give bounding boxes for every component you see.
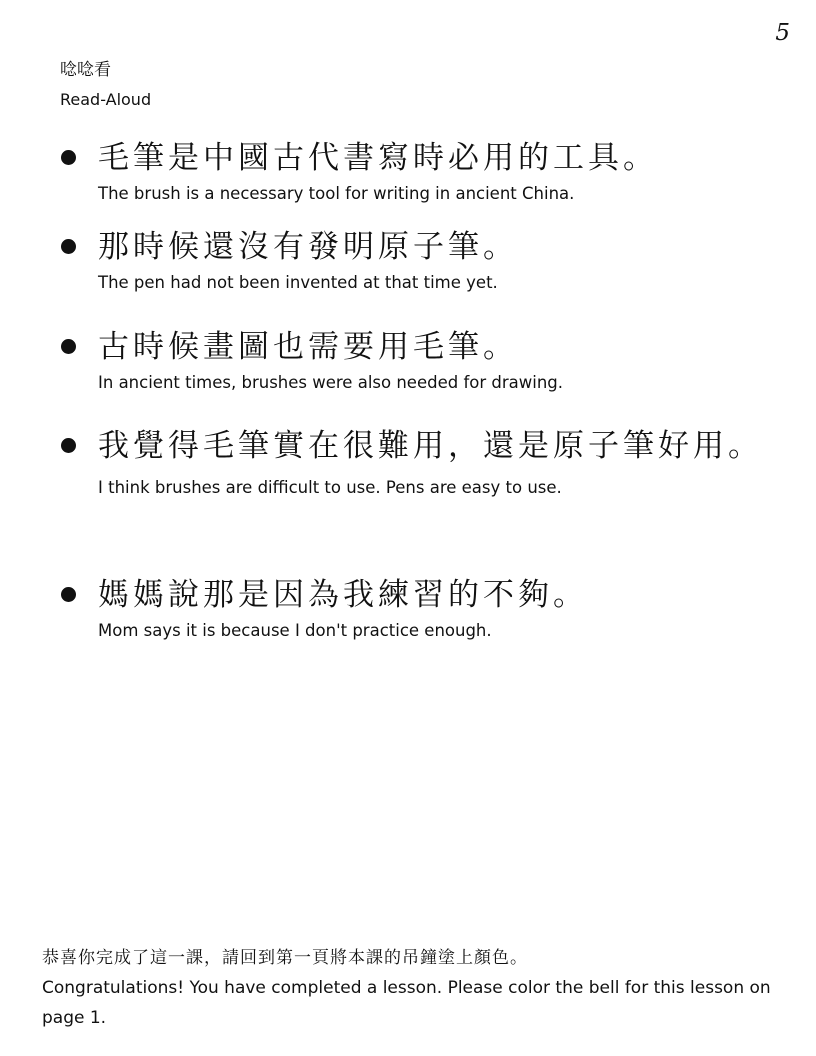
section-title-english: Read-Aloud — [60, 90, 152, 109]
sentence-english: I think brushes are difficult to use. Pens are easy to use. — [98, 478, 562, 497]
bullet-icon — [61, 239, 76, 254]
sentence-item — [58, 325, 778, 395]
sentence-english: The pen had not been invented at that time yet. — [98, 273, 498, 292]
sentence-item — [58, 573, 778, 643]
sentence-chinese: 毛筆是中國古代書寫時必用的工具。 — [98, 140, 658, 176]
sentence-english: The brush is a necessary tool for writing in ancient China. — [98, 184, 575, 203]
sentence-item — [58, 136, 778, 206]
bullet-icon — [61, 150, 76, 165]
completion-note-english: Congratulations! You have completed a lesson. Please color the bell for this lesson on page 1. — [42, 978, 771, 1028]
section-header — [60, 58, 151, 112]
completion-note-chinese: 恭喜你完成了這一課，請回到第一頁將本課的吊鐘塗上顏色。 — [42, 948, 528, 968]
bullet-icon — [61, 587, 76, 602]
page-number: 5 — [775, 20, 790, 46]
sentence-english: Mom says it is because I don't practice enough. — [98, 621, 492, 640]
sentence-item — [58, 225, 778, 295]
bullet-icon — [61, 438, 76, 453]
sentence-item — [58, 424, 778, 500]
sentence-chinese: 媽媽說那是因為我練習的不夠。 — [98, 577, 588, 613]
sentence-chinese: 那時候還沒有發明原子筆。 — [98, 229, 518, 265]
section-title-chinese: 唸唸看 — [60, 60, 111, 80]
sentence-chinese: 古時候畫圖也需要用毛筆。 — [98, 329, 518, 365]
sentence-english: In ancient times, brushes were also needed for drawing. — [98, 373, 563, 392]
bullet-icon — [61, 339, 76, 354]
sentence-chinese: 我覺得毛筆實在很難用，還是原子筆好用。 — [98, 428, 763, 464]
completion-note — [42, 945, 802, 1033]
